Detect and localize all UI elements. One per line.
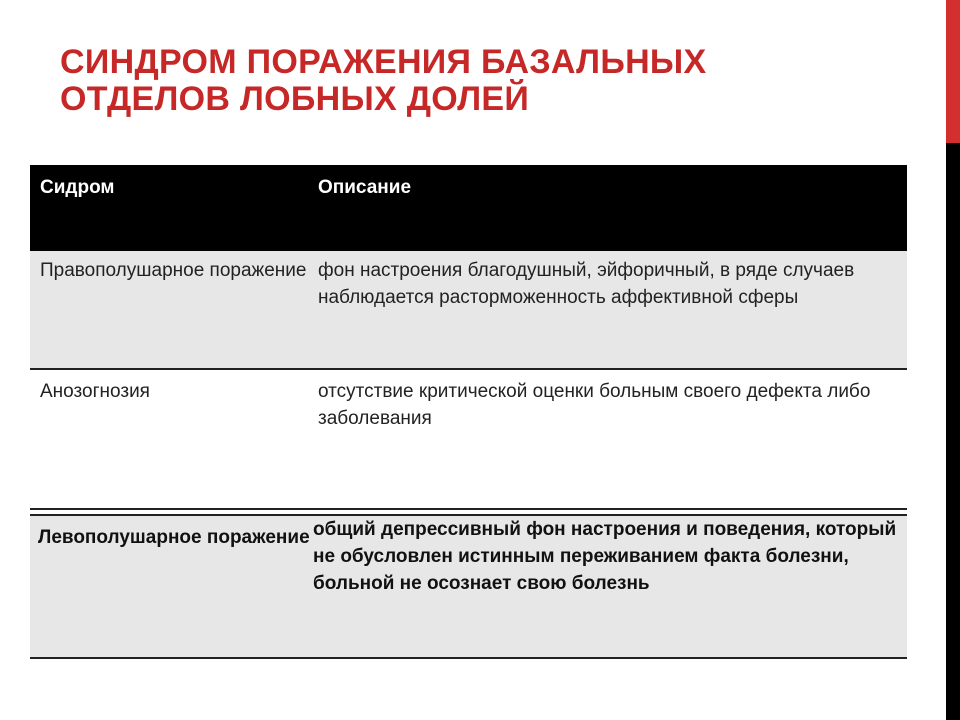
cell-description: общий депрессивный фон настроения и поведения, который не обусловлен истинным переживанием факта болезни, больной не осознает свою болезнь [313,519,897,594]
cell-description: отсутствие критической оценки больным своего дефекта либо заболевания [318,381,871,429]
cell-syndrome: Анозогнозия [40,381,150,402]
accent-bar-red [946,0,960,143]
table-row [30,251,907,370]
header-syndrome: Сидром [40,177,115,198]
cell-syndrome: Левополушарное поражение [38,527,310,548]
slide-title: СИНДРОМ ПОРАЖЕНИЯ БАЗАЛЬНЫХ ОТДЕЛОВ ЛОБНЫХ ДОЛЕЙ [60,43,707,118]
table-row [30,370,907,510]
syndrome-table [30,165,907,659]
cell-description: фон настроения благодушный, эйфоричный, в ряде случаев наблюдается расторможенность аффективной сферы [318,260,855,308]
table-row [30,514,907,659]
table-header-row [30,165,907,251]
cell-syndrome: Правополушарное поражение [40,260,307,281]
header-description: Описание [318,177,412,198]
